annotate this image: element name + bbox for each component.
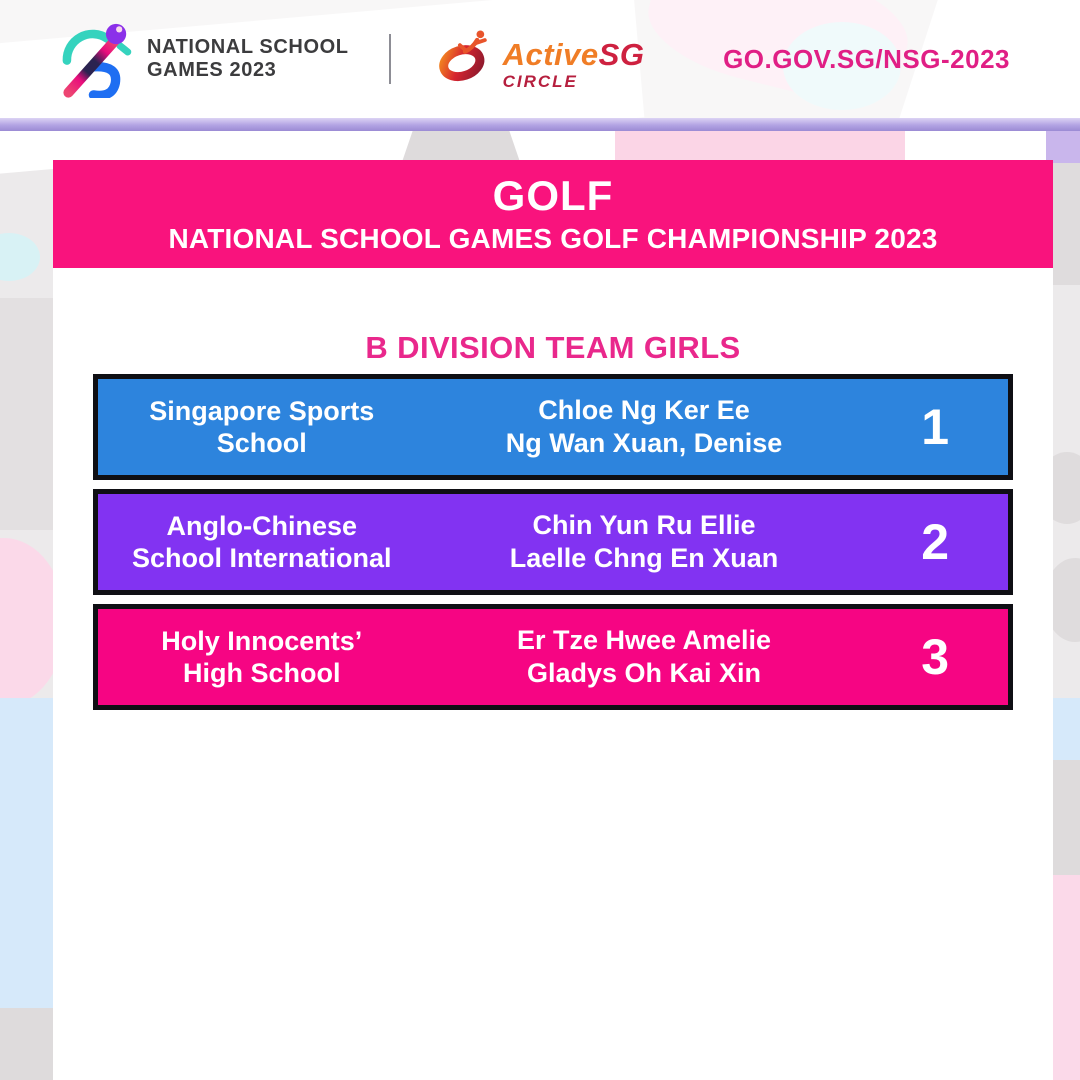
bg-shape bbox=[1053, 760, 1080, 875]
swirl-icon bbox=[433, 26, 497, 90]
bg-shape bbox=[1053, 875, 1080, 1080]
header-divider bbox=[389, 34, 391, 84]
player-names: Er Tze Hwee Amelie Gladys Oh Kai Xin bbox=[516, 625, 772, 688]
bg-shape bbox=[0, 1008, 53, 1080]
result-row-2 bbox=[93, 489, 1013, 595]
nsg-logo-line2: GAMES 2023 bbox=[147, 59, 277, 81]
player-names: Chloe Ng Ker Ee Ng Wan Xuan, Denise bbox=[505, 395, 783, 458]
result-row-3 bbox=[93, 604, 1013, 710]
division-heading: B DIVISION TEAM GIRLS bbox=[365, 330, 741, 365]
runner-icon bbox=[56, 20, 134, 98]
nsg-logo-line1: NATIONAL SCHOOL bbox=[147, 36, 349, 58]
school-name: Singapore Sports School bbox=[149, 396, 375, 458]
results-list bbox=[93, 374, 1013, 710]
activesg-circle-label: CIRCLE bbox=[502, 72, 578, 91]
activesg-brand-active: Active bbox=[502, 37, 599, 72]
campaign-url: GO.GOV.SG/NSG-2023 bbox=[723, 43, 1010, 74]
rank-number: 1 bbox=[921, 399, 950, 455]
bg-shape bbox=[0, 128, 1080, 162]
school-name: Holy Innocents’ High School bbox=[161, 626, 363, 688]
activesg-brand-sg: SG bbox=[598, 37, 645, 72]
activesg-text bbox=[502, 37, 645, 92]
bg-shape bbox=[615, 131, 905, 162]
rank-number: 3 bbox=[921, 629, 950, 685]
rank-number: 2 bbox=[921, 514, 950, 570]
player-names: Chin Yun Ru Ellie Laelle Chng En Xuan bbox=[509, 510, 779, 573]
bg-shape bbox=[0, 698, 53, 1012]
bg-shape bbox=[0, 233, 40, 281]
nsg-logo-text bbox=[147, 36, 349, 82]
bg-shape bbox=[1053, 698, 1080, 760]
bg-shape bbox=[0, 298, 53, 530]
title-banner bbox=[53, 160, 1053, 268]
sport-title: GOLF bbox=[492, 171, 614, 219]
activesg-logo bbox=[433, 26, 645, 92]
results-card bbox=[53, 160, 1053, 1080]
result-row-1 bbox=[93, 374, 1013, 480]
activesg-brand bbox=[502, 37, 645, 72]
nsg-logo bbox=[56, 20, 349, 98]
bg-shape bbox=[402, 131, 520, 162]
school-name: Anglo-Chinese School International bbox=[132, 511, 392, 573]
championship-subtitle: NATIONAL SCHOOL GAMES GOLF CHAMPIONSHIP 2023 bbox=[168, 222, 938, 254]
lavender-band bbox=[0, 118, 1080, 131]
header-bar bbox=[0, 0, 1080, 118]
